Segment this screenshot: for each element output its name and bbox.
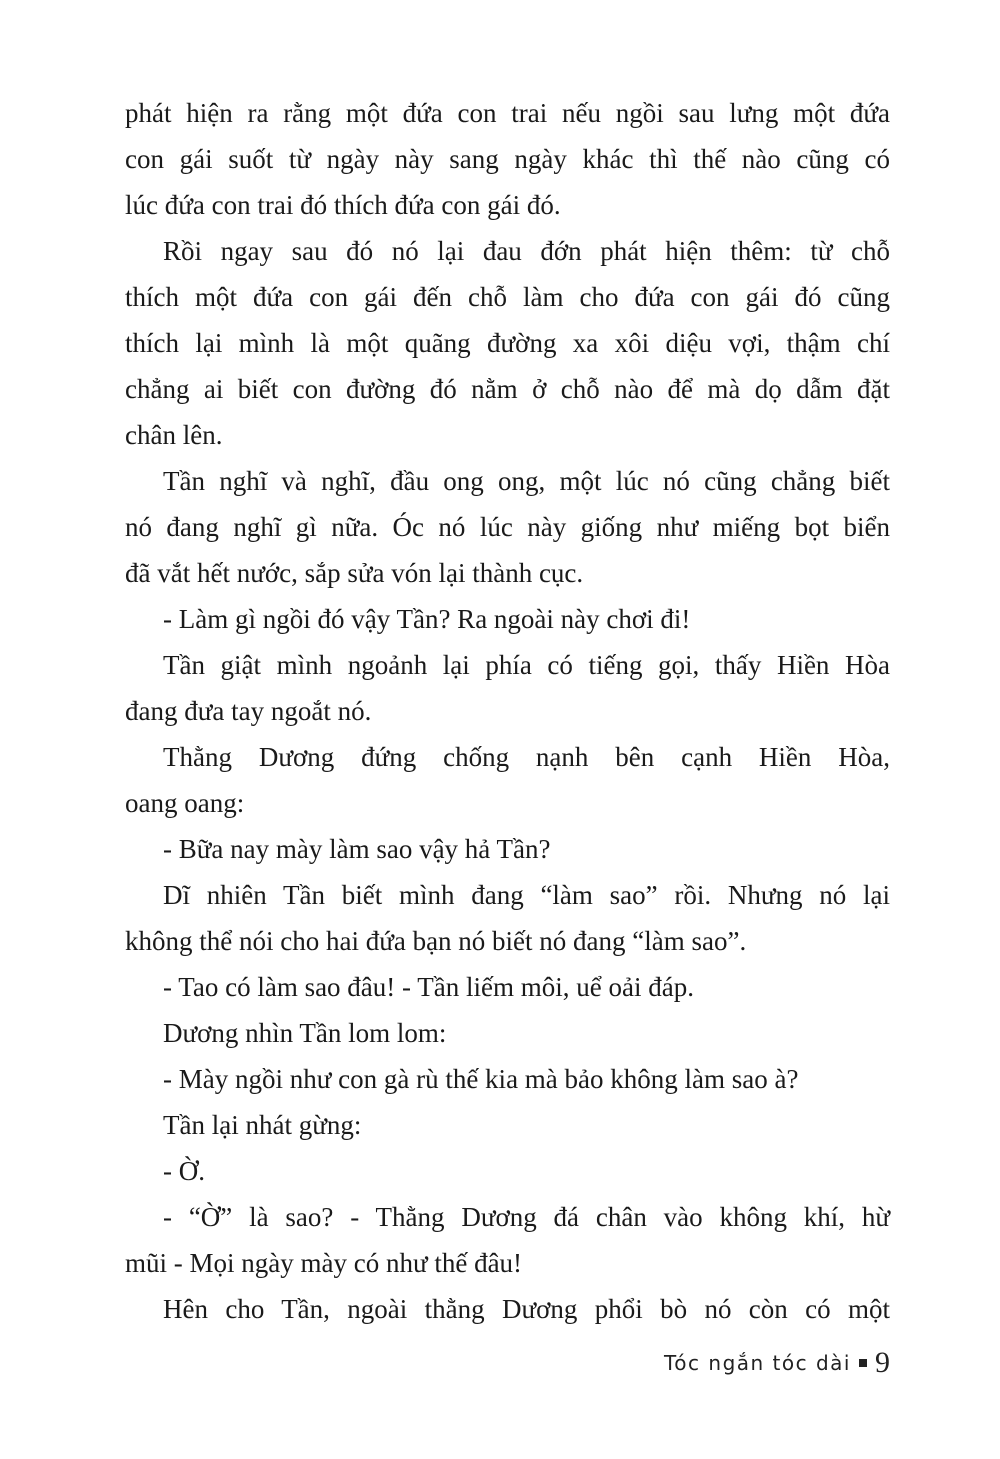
text-line: phát hiện ra rằng một đứa con trai nếu ngồi sau lưng một đứa bbox=[125, 98, 890, 128]
text-line: Dĩ nhiên Tần biết mình đang “làm sao” rồi. Nhưng nó lại bbox=[163, 880, 890, 910]
text-line: oang oang: bbox=[125, 788, 245, 818]
text-line: đã vắt hết nước, sắp sửa vón lại thành cục. bbox=[125, 558, 584, 588]
paragraph bbox=[125, 734, 890, 826]
text-line: con gái suốt từ ngày này sang ngày khác thì thế nào cũng có bbox=[125, 144, 890, 174]
text-line: không thể nói cho hai đứa bạn nó biết nó đang “làm sao”. bbox=[125, 926, 747, 956]
text-line: chẳng ai biết con đường đó nằm ở chỗ nào để mà dọ dẫm đặt bbox=[125, 374, 890, 404]
text-line: đang đưa tay ngoắt nó. bbox=[125, 696, 372, 726]
text-line: thích lại mình là một quãng đường xa xôi diệu vợi, thậm chí bbox=[125, 328, 890, 358]
text-line: Tần giật mình ngoảnh lại phía có tiếng gọi, thấy Hiền Hòa bbox=[163, 650, 890, 680]
paragraph bbox=[125, 1010, 890, 1056]
text-line: Hên cho Tần, ngoài thằng Dương phổi bò nó còn có một bbox=[163, 1294, 890, 1324]
text-line: - Tao có làm sao đâu! - Tần liếm môi, uể oải đáp. bbox=[163, 972, 694, 1002]
page-body-text bbox=[125, 90, 890, 1332]
page-number: 9 bbox=[875, 1346, 890, 1379]
text-line: - Làm gì ngồi đó vậy Tần? Ra ngoài này chơi đi! bbox=[163, 604, 691, 634]
paragraph bbox=[125, 1102, 890, 1148]
text-line: Tần lại nhát gừng: bbox=[163, 1110, 362, 1140]
paragraph bbox=[125, 1148, 890, 1194]
text-line: Rồi ngay sau đó nó lại đau đớn phát hiện thêm: từ chỗ bbox=[163, 236, 890, 266]
paragraph bbox=[125, 1194, 890, 1286]
paragraph bbox=[125, 458, 890, 596]
paragraph bbox=[125, 964, 890, 1010]
text-line: chân lên. bbox=[125, 420, 223, 450]
text-line: - Mày ngồi như con gà rù thế kia mà bảo không làm sao à? bbox=[163, 1064, 799, 1094]
text-line: - Ờ. bbox=[163, 1156, 205, 1186]
paragraph bbox=[125, 872, 890, 964]
bullet-square-icon bbox=[859, 1359, 867, 1367]
page-footer bbox=[664, 1332, 890, 1380]
text-line: - “Ờ” là sao? - Thằng Dương đá chân vào không khí, hừ bbox=[163, 1202, 890, 1232]
text-line: thích một đứa con gái đến chỗ làm cho đứa con gái đó cũng bbox=[125, 282, 890, 312]
text-line: - Bữa nay mày làm sao vậy hả Tần? bbox=[163, 834, 551, 864]
paragraph bbox=[125, 228, 890, 458]
text-line: nó đang nghĩ gì nữa. Óc nó lúc này giống như miếng bọt biển bbox=[125, 512, 890, 542]
text-line: lúc đứa con trai đó thích đứa con gái đó. bbox=[125, 190, 561, 220]
paragraph bbox=[125, 90, 890, 228]
paragraph bbox=[125, 1056, 890, 1102]
page bbox=[125, 90, 890, 1380]
text-line: Dương nhìn Tần lom lom: bbox=[163, 1018, 447, 1048]
paragraph bbox=[125, 1286, 890, 1332]
paragraph bbox=[125, 826, 890, 872]
text-line: mũi - Mọi ngày mày có như thế đâu! bbox=[125, 1248, 523, 1278]
running-title: Tóc ngắn tóc dài bbox=[663, 1351, 851, 1375]
paragraph bbox=[125, 642, 890, 734]
text-line: Tần nghĩ và nghĩ, đầu ong ong, một lúc nó cũng chẳng biết bbox=[163, 466, 890, 496]
text-line: Thằng Dương đứng chống nạnh bên cạnh Hiền Hòa, bbox=[163, 742, 890, 772]
paragraph bbox=[125, 596, 890, 642]
